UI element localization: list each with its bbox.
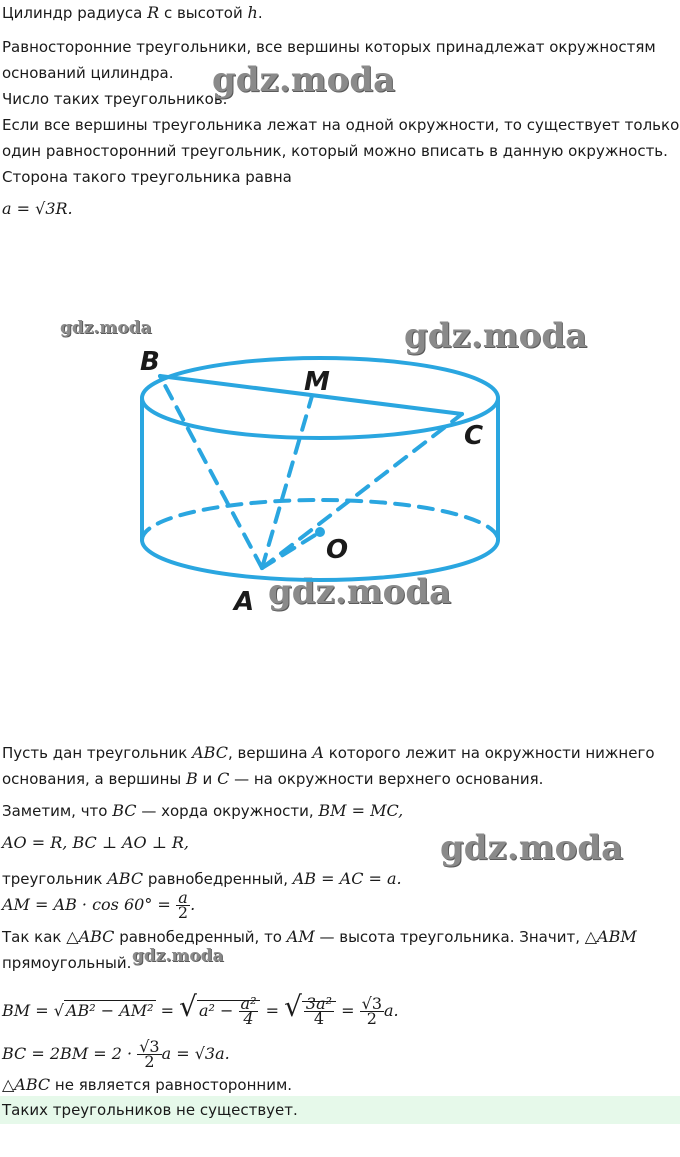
numerator: √3: [139, 1037, 160, 1056]
math: △ABC: [2, 1075, 51, 1094]
math: ABC: [107, 869, 144, 888]
center-point-O: [315, 527, 325, 537]
solution-line-9: [2, 984, 399, 1034]
solution-line-8: прямоугольный.: [2, 954, 132, 972]
denominator: 2: [366, 1009, 377, 1028]
label-A: A: [234, 587, 255, 617]
intro-text: .: [257, 4, 263, 22]
watermark: gdz.moda: [212, 60, 396, 100]
text: треугольник: [2, 870, 108, 888]
math: △ABM: [584, 927, 637, 946]
text: Так как: [2, 928, 67, 946]
radicand: [197, 994, 260, 1028]
math-R: R: [147, 3, 160, 22]
text: и: [197, 770, 218, 788]
intro-text: с высотой: [159, 4, 248, 22]
segment-AB: [160, 376, 262, 568]
math: AM = AB · cos 60° =: [2, 895, 176, 914]
radicand: AB² − AM²: [65, 1001, 154, 1020]
solution-line-10: [2, 1034, 230, 1074]
math: a = √3a.: [161, 1044, 230, 1063]
formula-side: a = √3R.: [2, 199, 73, 218]
math: △ABC: [66, 927, 115, 946]
denominator: 2: [144, 1052, 155, 1071]
text: равнобедренный,: [143, 870, 293, 888]
fraction: [176, 888, 190, 922]
text: не является равносторонним.: [50, 1076, 293, 1094]
numerator: √3: [361, 994, 382, 1013]
text: равнобедренный, то: [114, 928, 287, 946]
intro-text: Цилиндр радиуса: [2, 4, 148, 22]
solution-line-1: [2, 740, 655, 766]
text: — высота треугольника. Значит,: [314, 928, 585, 946]
numerator: 3a²: [305, 994, 333, 1013]
math: =: [155, 1001, 180, 1020]
intro-line-3: оснований цилиндра.: [2, 64, 174, 82]
text: , вершина: [227, 744, 313, 762]
solution-line-7: [2, 924, 637, 950]
fraction: [137, 1037, 161, 1071]
equals: =: [260, 1001, 285, 1020]
intro-line-4: Число таких треугольников.: [2, 90, 228, 108]
label-C: C: [464, 421, 484, 451]
intro-line-6: один равносторонний треугольник, который можно вписать в данную окружность.: [2, 142, 668, 160]
bottom-base-front-arc: [142, 540, 498, 580]
text: Пусть дан треугольник: [2, 744, 193, 762]
math: BM = √: [2, 1001, 64, 1020]
label-M: M: [304, 367, 330, 397]
math: C: [217, 769, 230, 788]
label-B: B: [140, 347, 160, 377]
intro-line-7: Сторона такого треугольника равна: [2, 168, 292, 186]
math: B: [186, 769, 198, 788]
fraction: [360, 994, 384, 1028]
text: — хорда окружности,: [136, 802, 319, 820]
math: a.: [384, 1001, 399, 1020]
text: которого лежит на окружности нижнего: [323, 744, 655, 762]
conclusion-text: Таких треугольников не существует.: [2, 1101, 298, 1119]
denominator: 2: [177, 903, 189, 922]
math: ABC: [192, 743, 228, 762]
label-O: O: [326, 535, 349, 565]
math: AM: [286, 927, 315, 946]
text: основания, а вершины: [2, 770, 186, 788]
math-h: h: [247, 3, 258, 22]
fraction: [304, 994, 334, 1028]
intro-line-2: Равносторонние треугольники, все вершины которых принадлежат окружностям: [2, 38, 656, 56]
denominator: 4: [313, 1009, 325, 1028]
solution-line-3: [2, 798, 403, 824]
denominator: 4: [243, 1009, 254, 1028]
solution-line-6: [2, 888, 195, 922]
text: — на окружности верхнего основания.: [229, 770, 544, 788]
math: AB = AC = a.: [292, 869, 402, 888]
fraction: [239, 994, 259, 1028]
watermark: gdz.moda: [440, 828, 624, 868]
math: a² −: [199, 1001, 239, 1020]
math: BC = 2BM = 2 ·: [2, 1044, 138, 1063]
math: BM = MC,: [318, 801, 404, 820]
radicand: [302, 994, 336, 1028]
solution-line-4: AO = R, BC ⊥ AO ⊥ R,: [2, 833, 190, 852]
sqrt-sign: √: [179, 990, 197, 1023]
equals: =: [336, 1001, 360, 1020]
solution-line-11: [2, 1072, 292, 1098]
intro-line-5: Если все вершины треугольника лежат на одной окружности, то существует только: [2, 116, 680, 134]
math: BC: [112, 801, 137, 820]
math: A: [312, 743, 324, 762]
solution-line-2: [2, 766, 543, 792]
watermark: gdz.moda: [404, 316, 588, 356]
cylinder-drawing: [0, 300, 680, 640]
watermark: gdz.moda: [268, 572, 452, 612]
math: .: [190, 895, 196, 914]
watermark: gdz.moda: [132, 946, 224, 966]
numerator: a²: [240, 994, 257, 1013]
numerator: a: [176, 891, 190, 906]
text: Заметим, что: [2, 802, 113, 820]
intro-line-1: [2, 0, 263, 26]
watermark: gdz.moda: [60, 318, 152, 338]
sqrt-sign: √: [284, 990, 302, 1023]
